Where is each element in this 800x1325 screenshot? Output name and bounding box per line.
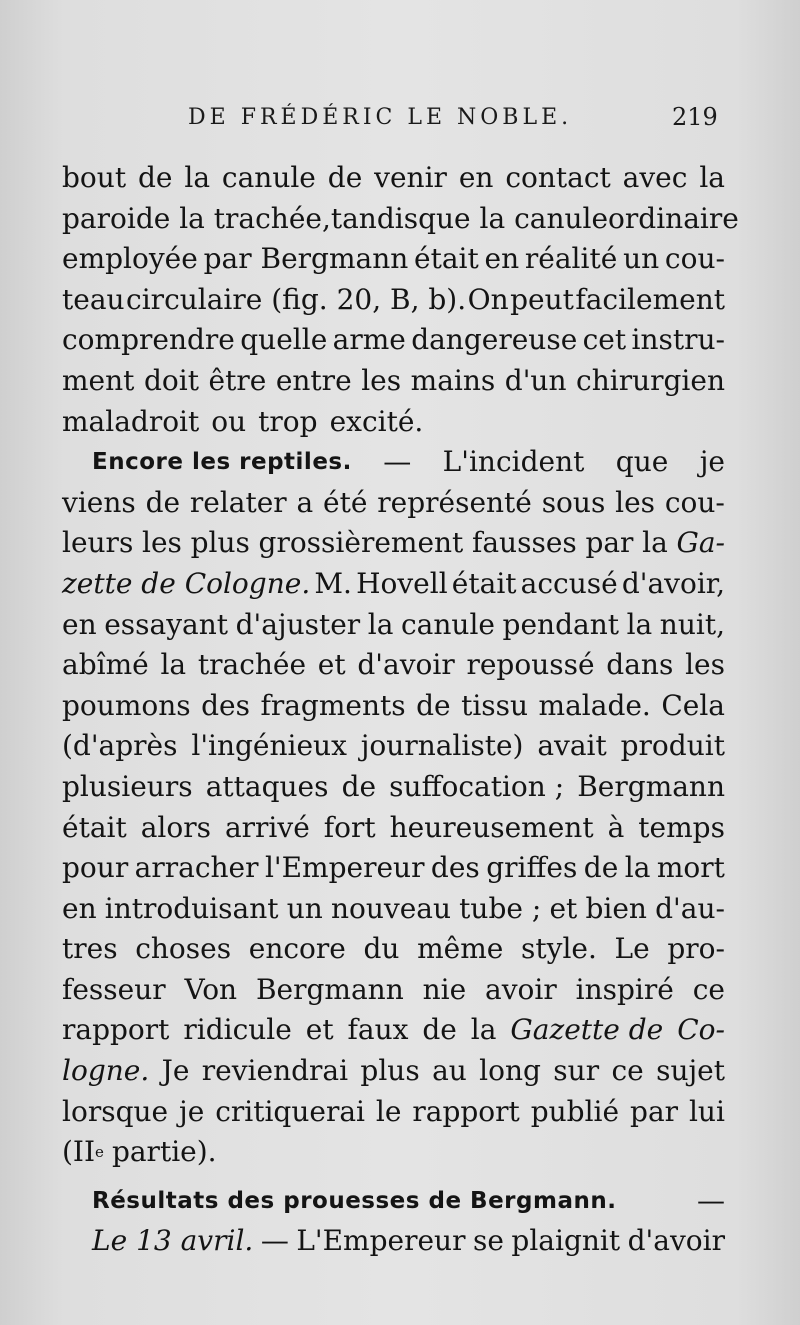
word: la <box>624 851 651 885</box>
word: L'Empereur <box>296 1224 466 1258</box>
word: à <box>607 810 625 844</box>
text-line <box>62 483 725 524</box>
word: partie). <box>111 1135 217 1169</box>
word: de <box>145 485 181 519</box>
word: de <box>583 851 619 885</box>
word: ce <box>692 972 725 1006</box>
word: fausses <box>471 526 577 560</box>
word: plus <box>360 1054 420 1088</box>
word: d'avoir <box>627 1224 725 1258</box>
word: pro- <box>667 932 725 966</box>
section-heading-resultats: Résultats des prouesses de Bergmann. <box>92 1187 617 1214</box>
word: viens <box>62 485 136 519</box>
text-line <box>62 1051 725 1092</box>
word: par Bergmann <box>203 242 409 276</box>
word: lorsque <box>62 1094 169 1128</box>
word: journaliste) <box>360 729 524 763</box>
word: comprendre <box>62 323 235 357</box>
word: au <box>432 1054 467 1088</box>
word: doit <box>143 363 199 397</box>
word: et <box>305 1013 334 1047</box>
word: mort <box>656 851 725 885</box>
word: arrivé <box>224 810 310 844</box>
word: contact <box>505 161 611 194</box>
word: était <box>414 242 479 276</box>
word: abîmé <box>62 648 149 682</box>
word: par <box>630 1094 679 1128</box>
word: encore <box>248 932 346 966</box>
text-line <box>62 726 725 767</box>
word: avait <box>537 729 607 763</box>
word: de la trachée, <box>135 201 331 235</box>
word: Ga- <box>676 526 725 560</box>
word: un <box>623 242 660 276</box>
word: choses <box>135 932 232 966</box>
word: ce <box>611 1054 644 1088</box>
word: plus <box>190 526 250 560</box>
figure-reference: circulaire (fig. 20, B, b). <box>126 282 467 316</box>
text-line <box>62 1221 725 1262</box>
word: publié <box>530 1094 620 1128</box>
word: les <box>141 526 182 560</box>
word: On <box>467 282 509 316</box>
word: Co- <box>677 1013 725 1047</box>
word: en <box>62 607 97 641</box>
text-line <box>62 320 725 361</box>
word: je <box>179 1094 205 1128</box>
word: grossièrement <box>258 526 464 560</box>
text-line <box>62 889 725 930</box>
text-line <box>62 1010 725 1051</box>
text-line <box>62 970 725 1011</box>
word: d'ajuster <box>235 607 361 641</box>
word: quelle <box>240 323 328 357</box>
word: les <box>615 485 656 519</box>
word: essayant <box>104 607 228 641</box>
word: se <box>472 1224 504 1258</box>
text-line <box>62 929 725 970</box>
word: accusé <box>520 566 618 600</box>
word: sujet <box>656 1054 725 1088</box>
word: leurs <box>62 526 134 560</box>
word: Le <box>614 932 650 966</box>
word: sous <box>541 485 606 519</box>
word: entre <box>275 363 352 397</box>
word: peut <box>510 282 574 316</box>
word: la <box>470 1013 497 1047</box>
word: relater <box>189 485 287 519</box>
word: long <box>479 1054 541 1088</box>
word: reviendrai <box>201 1054 349 1088</box>
word: était <box>451 566 517 600</box>
word: les <box>361 363 402 397</box>
word: ou <box>211 404 247 438</box>
page-number: 219 <box>672 103 718 131</box>
word: poumons <box>62 688 191 722</box>
text-line <box>62 605 725 646</box>
word: malade. <box>538 688 651 722</box>
word: arme <box>332 323 406 357</box>
word: M. <box>314 566 352 600</box>
word: canule <box>401 607 495 641</box>
word: alors <box>140 810 211 844</box>
word: que <box>615 445 669 479</box>
word: réalité <box>524 242 618 276</box>
word: cou- <box>664 485 725 519</box>
word: produit <box>620 729 725 763</box>
word: nouveau <box>330 891 451 925</box>
word: été <box>323 485 368 519</box>
word: introduisant <box>104 891 279 925</box>
word: inspiré <box>575 972 674 1006</box>
word: temps <box>638 810 725 844</box>
word: d'avoir, <box>621 566 725 600</box>
text-line <box>62 1092 725 1133</box>
word: teau <box>62 282 125 316</box>
text-line <box>62 848 725 889</box>
word: l'ingénieux <box>191 729 347 763</box>
word: (d'après <box>62 729 178 763</box>
body-text <box>62 158 739 1262</box>
word: plusieurs <box>62 769 193 803</box>
word: (II <box>62 1135 96 1169</box>
word: excité. <box>329 404 424 438</box>
word: dans <box>606 648 674 682</box>
word: ordinaire <box>608 201 739 235</box>
word: en <box>484 242 520 276</box>
text-line <box>62 564 725 605</box>
word: nie <box>422 972 467 1006</box>
word: représenté <box>377 485 532 519</box>
newspaper-title: zette de Cologne. <box>62 566 311 600</box>
word: mains <box>410 363 496 397</box>
word: la <box>642 526 668 560</box>
word: la <box>699 161 725 194</box>
word: trachée <box>197 648 307 682</box>
word: — <box>260 1224 289 1258</box>
running-title: DE FRÉDÉRIC LE NOBLE. <box>188 105 573 130</box>
word: du <box>363 932 400 966</box>
word: Je <box>161 1054 190 1088</box>
word: des <box>201 688 250 722</box>
word: trop <box>258 404 318 438</box>
word: logne. <box>62 1054 150 1088</box>
newspaper-title: Gazette de <box>510 1013 664 1047</box>
word: de <box>416 688 451 722</box>
word: arracher <box>134 851 259 885</box>
word: pour <box>62 851 129 885</box>
word: avoir <box>485 972 557 1006</box>
word: ridicule <box>183 1013 292 1047</box>
word: le <box>375 1094 402 1128</box>
word: plaignit <box>511 1224 621 1258</box>
text-line <box>62 402 725 443</box>
word: tissu <box>461 688 529 722</box>
text-line <box>62 767 725 808</box>
word: l'Empereur <box>264 851 425 885</box>
word: en <box>458 161 494 194</box>
word: de <box>327 161 363 194</box>
word: un <box>286 891 323 925</box>
word: cou- <box>664 242 725 276</box>
word: style. <box>521 932 597 966</box>
word: lui <box>688 1094 725 1128</box>
word: maladroit <box>62 404 200 438</box>
word: même <box>417 932 504 966</box>
word: — <box>697 1183 725 1217</box>
word: canule <box>221 161 316 194</box>
word: les <box>685 648 725 682</box>
word: la <box>367 607 394 641</box>
word: dangereuse <box>411 323 578 357</box>
word: par <box>585 526 634 560</box>
word: d'un <box>504 363 567 397</box>
word: L'incident <box>442 445 585 479</box>
word: de <box>137 161 173 194</box>
word: nuit, <box>659 607 725 641</box>
word: tres <box>62 932 118 966</box>
text-line <box>62 361 725 402</box>
word: Von <box>184 972 238 1006</box>
word: rapport <box>62 1013 170 1047</box>
text-line <box>62 1132 725 1173</box>
text-line <box>62 1181 725 1222</box>
word: pendant <box>502 607 619 641</box>
word: et <box>549 891 578 925</box>
running-head <box>0 105 800 145</box>
text-line <box>62 523 725 564</box>
word: la <box>626 607 653 641</box>
word: fort <box>323 810 376 844</box>
word: paroi <box>62 201 136 235</box>
word: critiquerai <box>215 1094 365 1128</box>
word: tube ; <box>459 891 542 925</box>
text-line <box>62 158 725 199</box>
word: en <box>62 891 97 925</box>
text-line <box>62 442 725 483</box>
word: chirurgien <box>576 363 725 397</box>
word: bien <box>585 891 647 925</box>
word: suffocation ; <box>389 769 565 803</box>
word: ment <box>62 363 135 397</box>
word: Cela <box>661 688 725 722</box>
word: attaques <box>205 769 329 803</box>
word: venir <box>374 161 447 194</box>
text-line <box>62 199 739 240</box>
word: rapport <box>412 1094 520 1128</box>
text-line <box>62 239 725 280</box>
word: d'au- <box>655 891 725 925</box>
text-line <box>62 645 725 686</box>
word: et <box>317 648 346 682</box>
word: Bergmann <box>255 972 404 1006</box>
word: était <box>62 810 127 844</box>
word: employée <box>62 242 198 276</box>
word: des <box>430 851 480 885</box>
word: que la canule <box>418 201 609 235</box>
word: facilement <box>575 282 725 316</box>
word: cet <box>582 323 627 357</box>
word: griffes <box>486 851 578 885</box>
text-line <box>62 280 725 321</box>
word: de <box>422 1013 457 1047</box>
word: a <box>296 485 314 519</box>
word: Bergmann <box>577 769 725 803</box>
word: bout <box>62 161 127 194</box>
word: repoussé <box>466 648 595 682</box>
word: Hovell <box>356 566 448 600</box>
word: sur <box>553 1054 600 1088</box>
word: heureusement <box>389 810 594 844</box>
word: de <box>341 769 377 803</box>
word: être <box>208 363 267 397</box>
word: d'avoir <box>357 648 455 682</box>
word: instru- <box>631 323 725 357</box>
text-line <box>62 808 725 849</box>
word: la <box>160 648 187 682</box>
date-heading: Le 13 avril. <box>92 1224 254 1258</box>
word: avec <box>622 161 688 194</box>
word: je <box>699 445 725 479</box>
word: — <box>383 445 412 479</box>
superscript: e <box>95 1143 104 1162</box>
word: faux <box>347 1013 409 1047</box>
section-heading-encore-les-reptiles: Encore les reptiles. <box>92 449 352 476</box>
word: fragments <box>260 688 406 722</box>
word: tandis <box>330 201 419 235</box>
text-line <box>62 686 725 727</box>
word: la <box>184 161 211 194</box>
word: fesseur <box>62 972 166 1006</box>
